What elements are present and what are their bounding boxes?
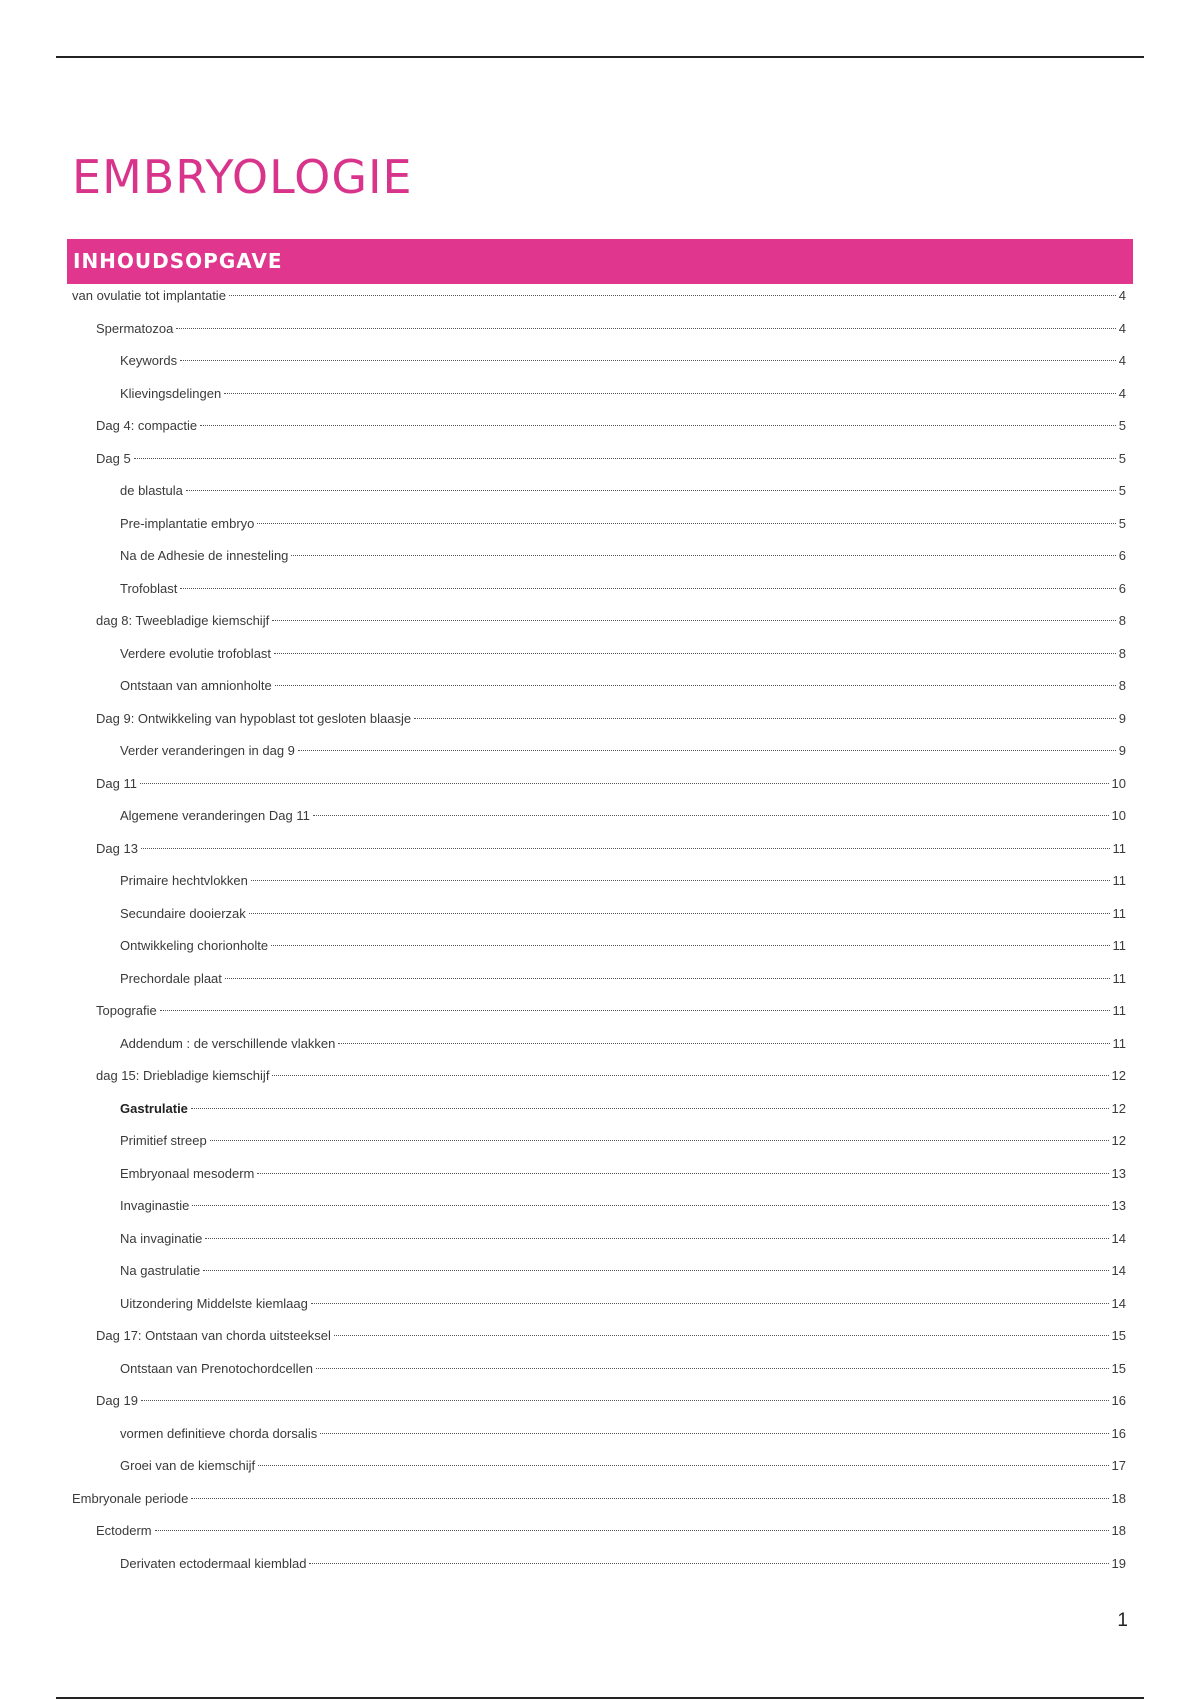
toc-dot-leader bbox=[334, 1335, 1109, 1336]
toc-entry[interactable] bbox=[120, 578, 1126, 600]
toc-entry-page: 10 bbox=[1111, 775, 1126, 791]
toc-dot-leader bbox=[338, 1043, 1109, 1044]
toc-dot-leader bbox=[320, 1433, 1108, 1434]
toc-dot-leader bbox=[229, 295, 1116, 296]
toc-entry-label: Invaginastie bbox=[120, 1198, 190, 1213]
toc-entry[interactable] bbox=[120, 935, 1126, 957]
toc-entry-label: Na de Adhesie de innesteling bbox=[120, 548, 289, 563]
toc-entry[interactable] bbox=[96, 773, 1126, 795]
toc-entry[interactable] bbox=[120, 383, 1126, 405]
toc-entry[interactable] bbox=[120, 643, 1126, 665]
toc-dot-leader bbox=[176, 328, 1115, 329]
toc-dot-leader bbox=[210, 1140, 1109, 1141]
toc-entry-label: Primitief streep bbox=[120, 1133, 207, 1148]
toc-entry-page: 8 bbox=[1118, 678, 1126, 693]
toc-entry-page: 11 bbox=[1112, 905, 1126, 921]
toc-entry-page: 14 bbox=[1111, 1263, 1126, 1278]
toc-entry-label: Verdere evolutie trofoblast bbox=[120, 645, 272, 661]
toc-dot-leader bbox=[311, 1303, 1109, 1304]
toc-entry[interactable] bbox=[120, 1195, 1126, 1217]
toc-entry-page: 5 bbox=[1118, 418, 1126, 433]
toc-entry-page: 12 bbox=[1111, 1068, 1126, 1083]
toc-entry-label: Na gastrulatie bbox=[120, 1263, 201, 1278]
toc-entry-page: 12 bbox=[1111, 1133, 1126, 1148]
toc-entry-page: 18 bbox=[1111, 1490, 1126, 1506]
toc-entry-label: Topografie bbox=[96, 1003, 157, 1018]
toc-entry[interactable] bbox=[96, 1065, 1126, 1087]
toc-dot-leader bbox=[191, 1108, 1109, 1109]
toc-entry[interactable] bbox=[120, 480, 1126, 502]
toc-entry[interactable] bbox=[120, 1260, 1126, 1282]
toc-entry-label: dag 8: Tweebladige kiemschijf bbox=[96, 613, 270, 628]
page-bottom-rule bbox=[56, 1697, 1144, 1699]
toc-dot-leader bbox=[160, 1010, 1110, 1011]
toc-entry-page: 4 bbox=[1118, 353, 1126, 368]
toc-entry[interactable] bbox=[120, 903, 1126, 925]
toc-entry[interactable] bbox=[120, 1423, 1126, 1445]
toc-entry-label: Derivaten ectodermaal kiemblad bbox=[120, 1555, 307, 1571]
toc-dot-leader bbox=[251, 880, 1110, 881]
toc-dot-leader bbox=[291, 555, 1115, 556]
toc-entry[interactable] bbox=[120, 1098, 1126, 1120]
toc-entry-page: 11 bbox=[1112, 873, 1126, 888]
toc-entry-page: 4 bbox=[1118, 385, 1126, 401]
toc-entry[interactable] bbox=[120, 675, 1126, 697]
toc-dot-leader bbox=[203, 1270, 1108, 1271]
toc-entry[interactable] bbox=[120, 545, 1126, 567]
toc-dot-leader bbox=[313, 815, 1109, 816]
toc-entry-label: vormen definitieve chorda dorsalis bbox=[120, 1425, 318, 1441]
toc-entry-page: 11 bbox=[1112, 970, 1126, 986]
toc-dot-leader bbox=[316, 1368, 1109, 1369]
toc-dot-leader bbox=[140, 783, 1109, 784]
toc-entry-page: 15 bbox=[1111, 1360, 1126, 1376]
toc-entry-page: 16 bbox=[1111, 1425, 1126, 1441]
toc-entry-label: Ontstaan van Prenotochordcellen bbox=[120, 1360, 313, 1376]
toc-entry-label: Ontwikkeling chorionholte bbox=[120, 938, 269, 953]
toc-entry[interactable] bbox=[96, 415, 1126, 437]
toc-entry-page: 11 bbox=[1112, 1003, 1126, 1018]
toc-entry[interactable] bbox=[96, 838, 1126, 860]
toc-dot-leader bbox=[186, 490, 1116, 491]
toc-dot-leader bbox=[141, 1400, 1109, 1401]
toc-dot-leader bbox=[192, 1205, 1108, 1206]
toc-entry-page: 8 bbox=[1118, 613, 1126, 628]
toc-dot-leader bbox=[309, 1563, 1108, 1564]
toc-dot-leader bbox=[414, 718, 1116, 719]
toc-entry-label: Spermatozoa bbox=[96, 320, 174, 336]
toc-entry[interactable] bbox=[120, 968, 1126, 990]
toc-entry-label: Dag 11 bbox=[96, 775, 137, 791]
toc-entry-label: Prechordale plaat bbox=[120, 970, 222, 986]
toc-entry-label: dag 15: Driebladige kiemschijf bbox=[96, 1068, 270, 1083]
toc-entry-label: Groei van de kiemschijf bbox=[120, 1458, 256, 1473]
toc-entry-page: 11 bbox=[1112, 938, 1126, 953]
document-title: EMBRYOLOGIE bbox=[72, 150, 413, 204]
toc-entry-label: Embryonale periode bbox=[72, 1490, 189, 1506]
toc-entry[interactable] bbox=[72, 285, 1126, 307]
toc-dot-leader bbox=[205, 1238, 1108, 1239]
toc-entry-page: 12 bbox=[1111, 1100, 1126, 1116]
toc-dot-leader bbox=[257, 523, 1115, 524]
toc-entry[interactable] bbox=[120, 350, 1126, 372]
toc-entry[interactable] bbox=[120, 513, 1126, 535]
toc-entry-page: 18 bbox=[1111, 1523, 1126, 1538]
toc-entry[interactable] bbox=[120, 740, 1126, 762]
toc-entry-page: 8 bbox=[1118, 645, 1126, 661]
toc-entry-page: 16 bbox=[1111, 1393, 1126, 1408]
toc-entry-page: 6 bbox=[1118, 580, 1126, 596]
toc-entry-label: Embryonaal mesoderm bbox=[120, 1165, 255, 1181]
toc-entry-page: 5 bbox=[1118, 483, 1126, 498]
toc-entry-page: 4 bbox=[1118, 320, 1126, 336]
toc-dot-leader bbox=[180, 588, 1115, 589]
toc-entry-page: 14 bbox=[1111, 1230, 1126, 1246]
toc-entry-page: 19 bbox=[1111, 1555, 1126, 1571]
toc-dot-leader bbox=[272, 1075, 1108, 1076]
toc-entry-label: Pre-implantatie embryo bbox=[120, 515, 255, 531]
toc-dot-leader bbox=[200, 425, 1116, 426]
toc-entry[interactable] bbox=[120, 1033, 1126, 1055]
toc-dot-leader bbox=[180, 360, 1116, 361]
toc-dot-leader bbox=[271, 945, 1109, 946]
toc-entry-label: Gastrulatie bbox=[120, 1100, 188, 1116]
toc-dot-leader bbox=[249, 913, 1110, 914]
toc-entry-label: van ovulatie tot implantatie bbox=[72, 288, 226, 303]
toc-entry[interactable] bbox=[72, 1488, 1126, 1510]
toc-entry-label: Algemene veranderingen Dag 11 bbox=[120, 808, 310, 823]
toc-dot-leader bbox=[134, 458, 1116, 459]
toc-entry-label: Uitzondering Middelste kiemlaag bbox=[120, 1295, 308, 1311]
toc-entry[interactable] bbox=[96, 708, 1126, 730]
toc-entry[interactable] bbox=[120, 1293, 1126, 1315]
toc-dot-leader bbox=[224, 393, 1116, 394]
toc-dot-leader bbox=[272, 620, 1116, 621]
toc-dot-leader bbox=[274, 653, 1116, 654]
toc-entry-label: Primaire hechtvlokken bbox=[120, 873, 248, 888]
toc-entry[interactable] bbox=[120, 870, 1126, 892]
toc-entry-label: Ontstaan van amnionholte bbox=[120, 678, 272, 693]
toc-entry[interactable] bbox=[120, 1228, 1126, 1250]
toc-entry-label: Secundaire dooierzak bbox=[120, 905, 246, 921]
toc-entry[interactable] bbox=[96, 448, 1126, 470]
toc-dot-leader bbox=[155, 1530, 1109, 1531]
toc-entry-page: 11 bbox=[1112, 840, 1126, 856]
toc-dot-leader bbox=[275, 685, 1116, 686]
toc-entry-label: de blastula bbox=[120, 483, 183, 498]
toc-entry-page: 15 bbox=[1111, 1328, 1126, 1343]
toc-dot-leader bbox=[257, 1173, 1108, 1174]
toc-entry-page: 13 bbox=[1111, 1198, 1126, 1213]
toc-entry[interactable] bbox=[120, 805, 1126, 827]
toc-entry-label: Dag 4: compactie bbox=[96, 418, 198, 433]
toc-entry-label: Dag 5 bbox=[96, 450, 131, 466]
toc-entry-label: Verder veranderingen in dag 9 bbox=[120, 743, 295, 758]
toc-entry-label: Dag 19 bbox=[96, 1393, 138, 1408]
toc-dot-leader bbox=[141, 848, 1110, 849]
toc-dot-leader bbox=[258, 1465, 1108, 1466]
toc-entry-page: 14 bbox=[1111, 1295, 1126, 1311]
toc-entry-label: Na invaginatie bbox=[120, 1230, 203, 1246]
toc-entry-page: 4 bbox=[1118, 288, 1126, 303]
toc-dot-leader bbox=[298, 750, 1116, 751]
toc-entry[interactable] bbox=[120, 1455, 1126, 1477]
toc-entry-page: 11 bbox=[1112, 1035, 1126, 1051]
toc-entry-page: 5 bbox=[1118, 450, 1126, 466]
toc-entry-page: 17 bbox=[1111, 1458, 1126, 1473]
page-number: 1 bbox=[1117, 1610, 1128, 1631]
toc-entry-page: 6 bbox=[1118, 548, 1126, 563]
toc-entry-label: Keywords bbox=[120, 353, 178, 368]
toc-entry-page: 13 bbox=[1111, 1165, 1126, 1181]
toc-dot-leader bbox=[225, 978, 1110, 979]
toc-entry[interactable] bbox=[96, 1325, 1126, 1347]
toc-entry-label: Dag 17: Ontstaan van chorda uitsteeksel bbox=[96, 1328, 331, 1343]
toc-entry-label: Addendum : de verschillende vlakken bbox=[120, 1035, 336, 1051]
toc-entry[interactable] bbox=[120, 1163, 1126, 1185]
toc-entry-page: 10 bbox=[1111, 808, 1126, 823]
toc-entry[interactable] bbox=[96, 1520, 1126, 1542]
toc-entry[interactable] bbox=[120, 1130, 1126, 1152]
toc-entry[interactable] bbox=[120, 1553, 1126, 1575]
toc-entry-page: 9 bbox=[1118, 710, 1126, 726]
toc-entry-label: Dag 9: Ontwikkeling van hypoblast tot gesloten blaasje bbox=[96, 710, 412, 726]
page-top-rule bbox=[56, 56, 1144, 58]
toc-entry-label: Trofoblast bbox=[120, 580, 178, 596]
toc-entry-label: Ectoderm bbox=[96, 1523, 152, 1538]
toc-entry[interactable] bbox=[96, 610, 1126, 632]
toc-entry-page: 9 bbox=[1118, 743, 1126, 758]
toc-heading: INHOUDSOPGAVE bbox=[73, 249, 283, 273]
toc-entry[interactable] bbox=[96, 1000, 1126, 1022]
toc-heading-band bbox=[67, 239, 1133, 284]
toc-entry-page: 5 bbox=[1118, 515, 1126, 531]
toc-entry[interactable] bbox=[96, 318, 1126, 340]
toc-entry-label: Klievingsdelingen bbox=[120, 385, 222, 401]
toc-entry[interactable] bbox=[96, 1390, 1126, 1412]
toc-dot-leader bbox=[191, 1498, 1108, 1499]
toc-entry[interactable] bbox=[120, 1358, 1126, 1380]
toc-entry-label: Dag 13 bbox=[96, 840, 138, 856]
